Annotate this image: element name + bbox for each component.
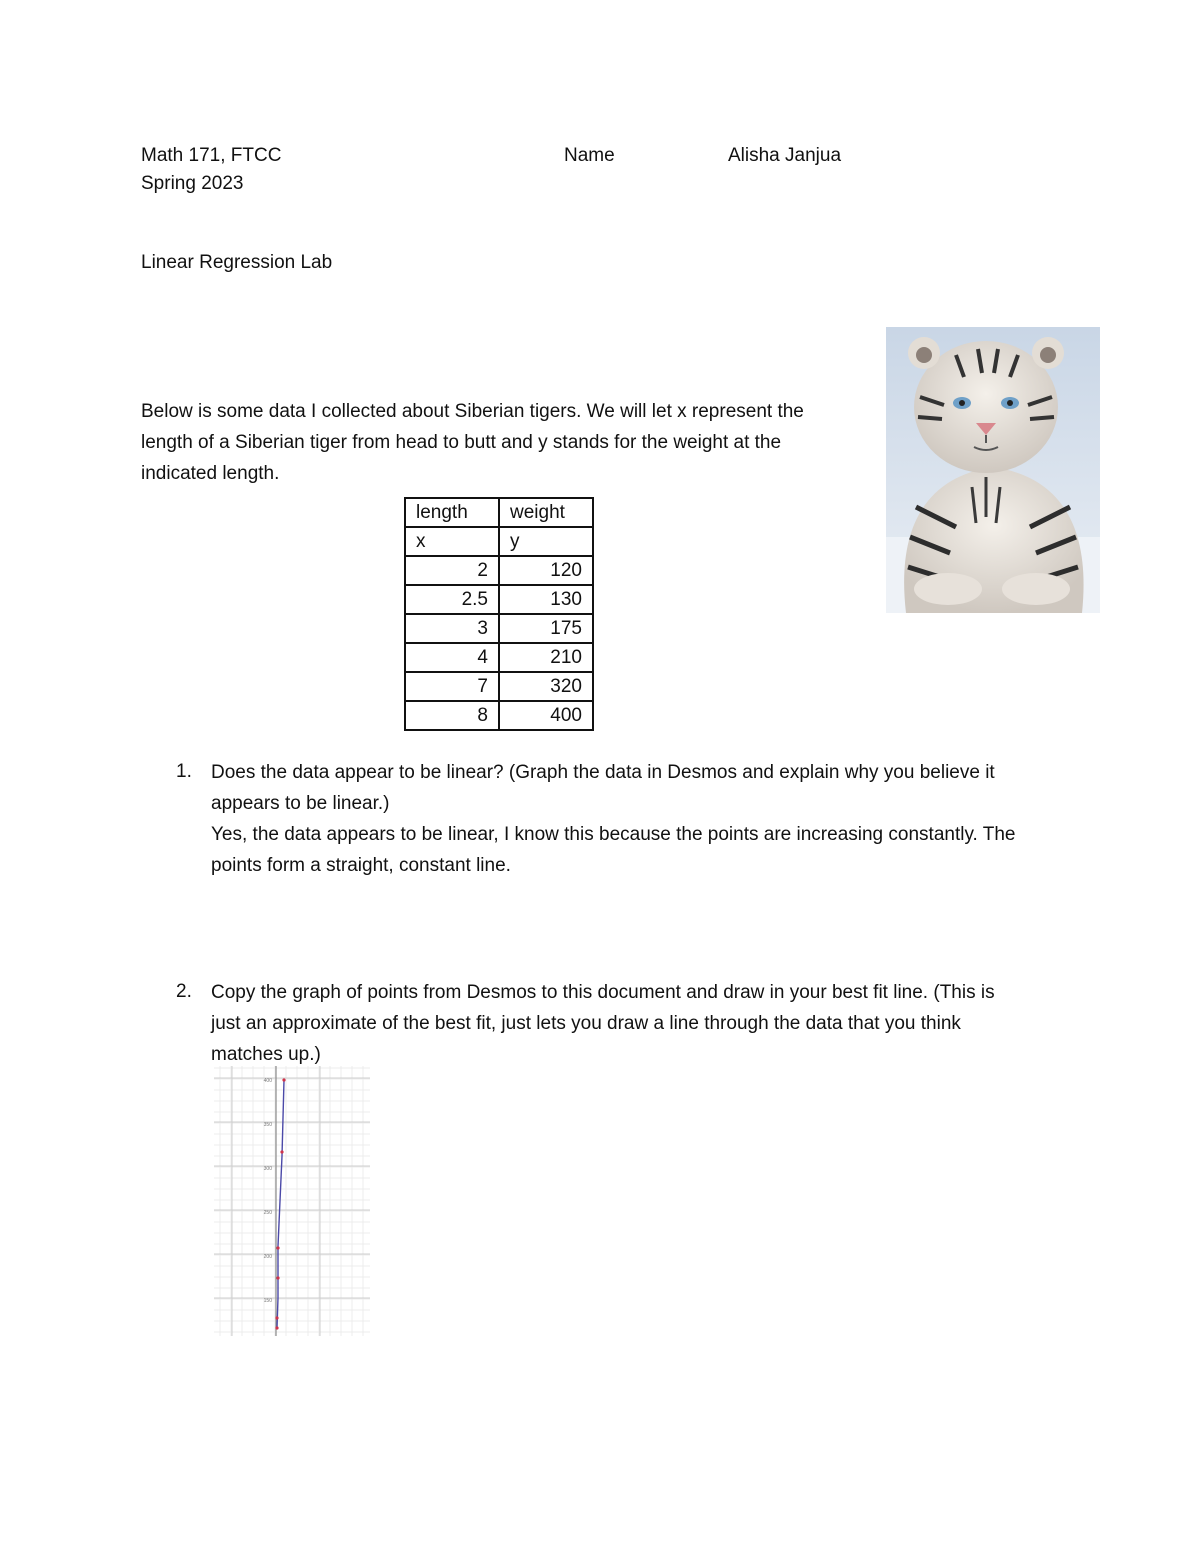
question-2 [211, 977, 995, 1070]
data-point [275, 1316, 278, 1319]
question-1-prompt: Does the data appear to be linear? (Graph the data in Desmos and explain why you believe it [211, 762, 995, 783]
question-1-number: 1. [176, 761, 192, 782]
y-tick-label: 200 [263, 1254, 272, 1260]
y-tick-label: 150 [263, 1298, 272, 1304]
table-row [405, 672, 593, 701]
table-cell-y: 130 [499, 585, 593, 614]
y-tick-label: 350 [263, 1122, 272, 1128]
table-cell-y: 210 [499, 643, 593, 672]
tiger-data-table [404, 497, 594, 731]
intro-paragraph [141, 396, 804, 489]
table-subheader-x: x [405, 527, 499, 556]
question-2-number: 2. [176, 981, 192, 1002]
intro-line: indicated length. [141, 463, 280, 484]
table-cell-y: 120 [499, 556, 593, 585]
table-subheader-y: y [499, 527, 593, 556]
data-point [276, 1246, 279, 1249]
table-row [405, 643, 593, 672]
term-label: Spring 2023 [141, 173, 244, 194]
name-label: Name [564, 145, 615, 166]
course-label: Math 171, FTCC [141, 145, 282, 166]
intro-line: length of a Siberian tiger from head to butt and y stands for the weight at the [141, 432, 782, 453]
question-2-prompt: matches up.) [211, 1044, 321, 1065]
table-cell-x: 2 [405, 556, 499, 585]
data-point [282, 1078, 285, 1081]
question-2-prompt: Copy the graph of points from Desmos to this document and draw in your best fit line. (This is [211, 982, 995, 1003]
y-tick-label: 300 [263, 1166, 272, 1172]
tiger-photo [886, 327, 1100, 613]
table-cell-y: 400 [499, 701, 593, 730]
table-header-weight: weight [499, 498, 593, 527]
table-cell-x: 8 [405, 701, 499, 730]
table-cell-x: 2.5 [405, 585, 499, 614]
table-row [405, 701, 593, 730]
question-1-prompt: appears to be linear.) [211, 793, 390, 814]
table-cell-x: 4 [405, 643, 499, 672]
table-cell-x: 7 [405, 672, 499, 701]
table-row [405, 585, 593, 614]
table-cell-y: 320 [499, 672, 593, 701]
question-1-answer: points form a straight, constant line. [211, 855, 511, 876]
table-cell-y: 175 [499, 614, 593, 643]
y-tick-label: 400 [263, 1078, 272, 1084]
question-2-prompt: just an approximate of the best fit, just lets you draw a line through the data that you think [211, 1013, 961, 1034]
desmos-graph [214, 1066, 370, 1336]
question-1 [211, 757, 1016, 881]
table-row [405, 614, 593, 643]
table-row [405, 556, 593, 585]
data-point [275, 1326, 278, 1329]
document-title: Linear Regression Lab [141, 252, 333, 273]
y-tick-label: 250 [263, 1210, 272, 1216]
data-point [280, 1150, 283, 1153]
question-1-answer: Yes, the data appears to be linear, I know this because the points are increasing constantly. The [211, 824, 1016, 845]
table-header-row [405, 498, 593, 527]
table-header-length: length [405, 498, 499, 527]
data-point [276, 1276, 279, 1279]
table-cell-x: 3 [405, 614, 499, 643]
student-name: Alisha Janjua [728, 145, 842, 166]
table-subheader-row [405, 527, 593, 556]
intro-line: Below is some data I collected about Siberian tigers. We will let x represent the [141, 401, 804, 422]
